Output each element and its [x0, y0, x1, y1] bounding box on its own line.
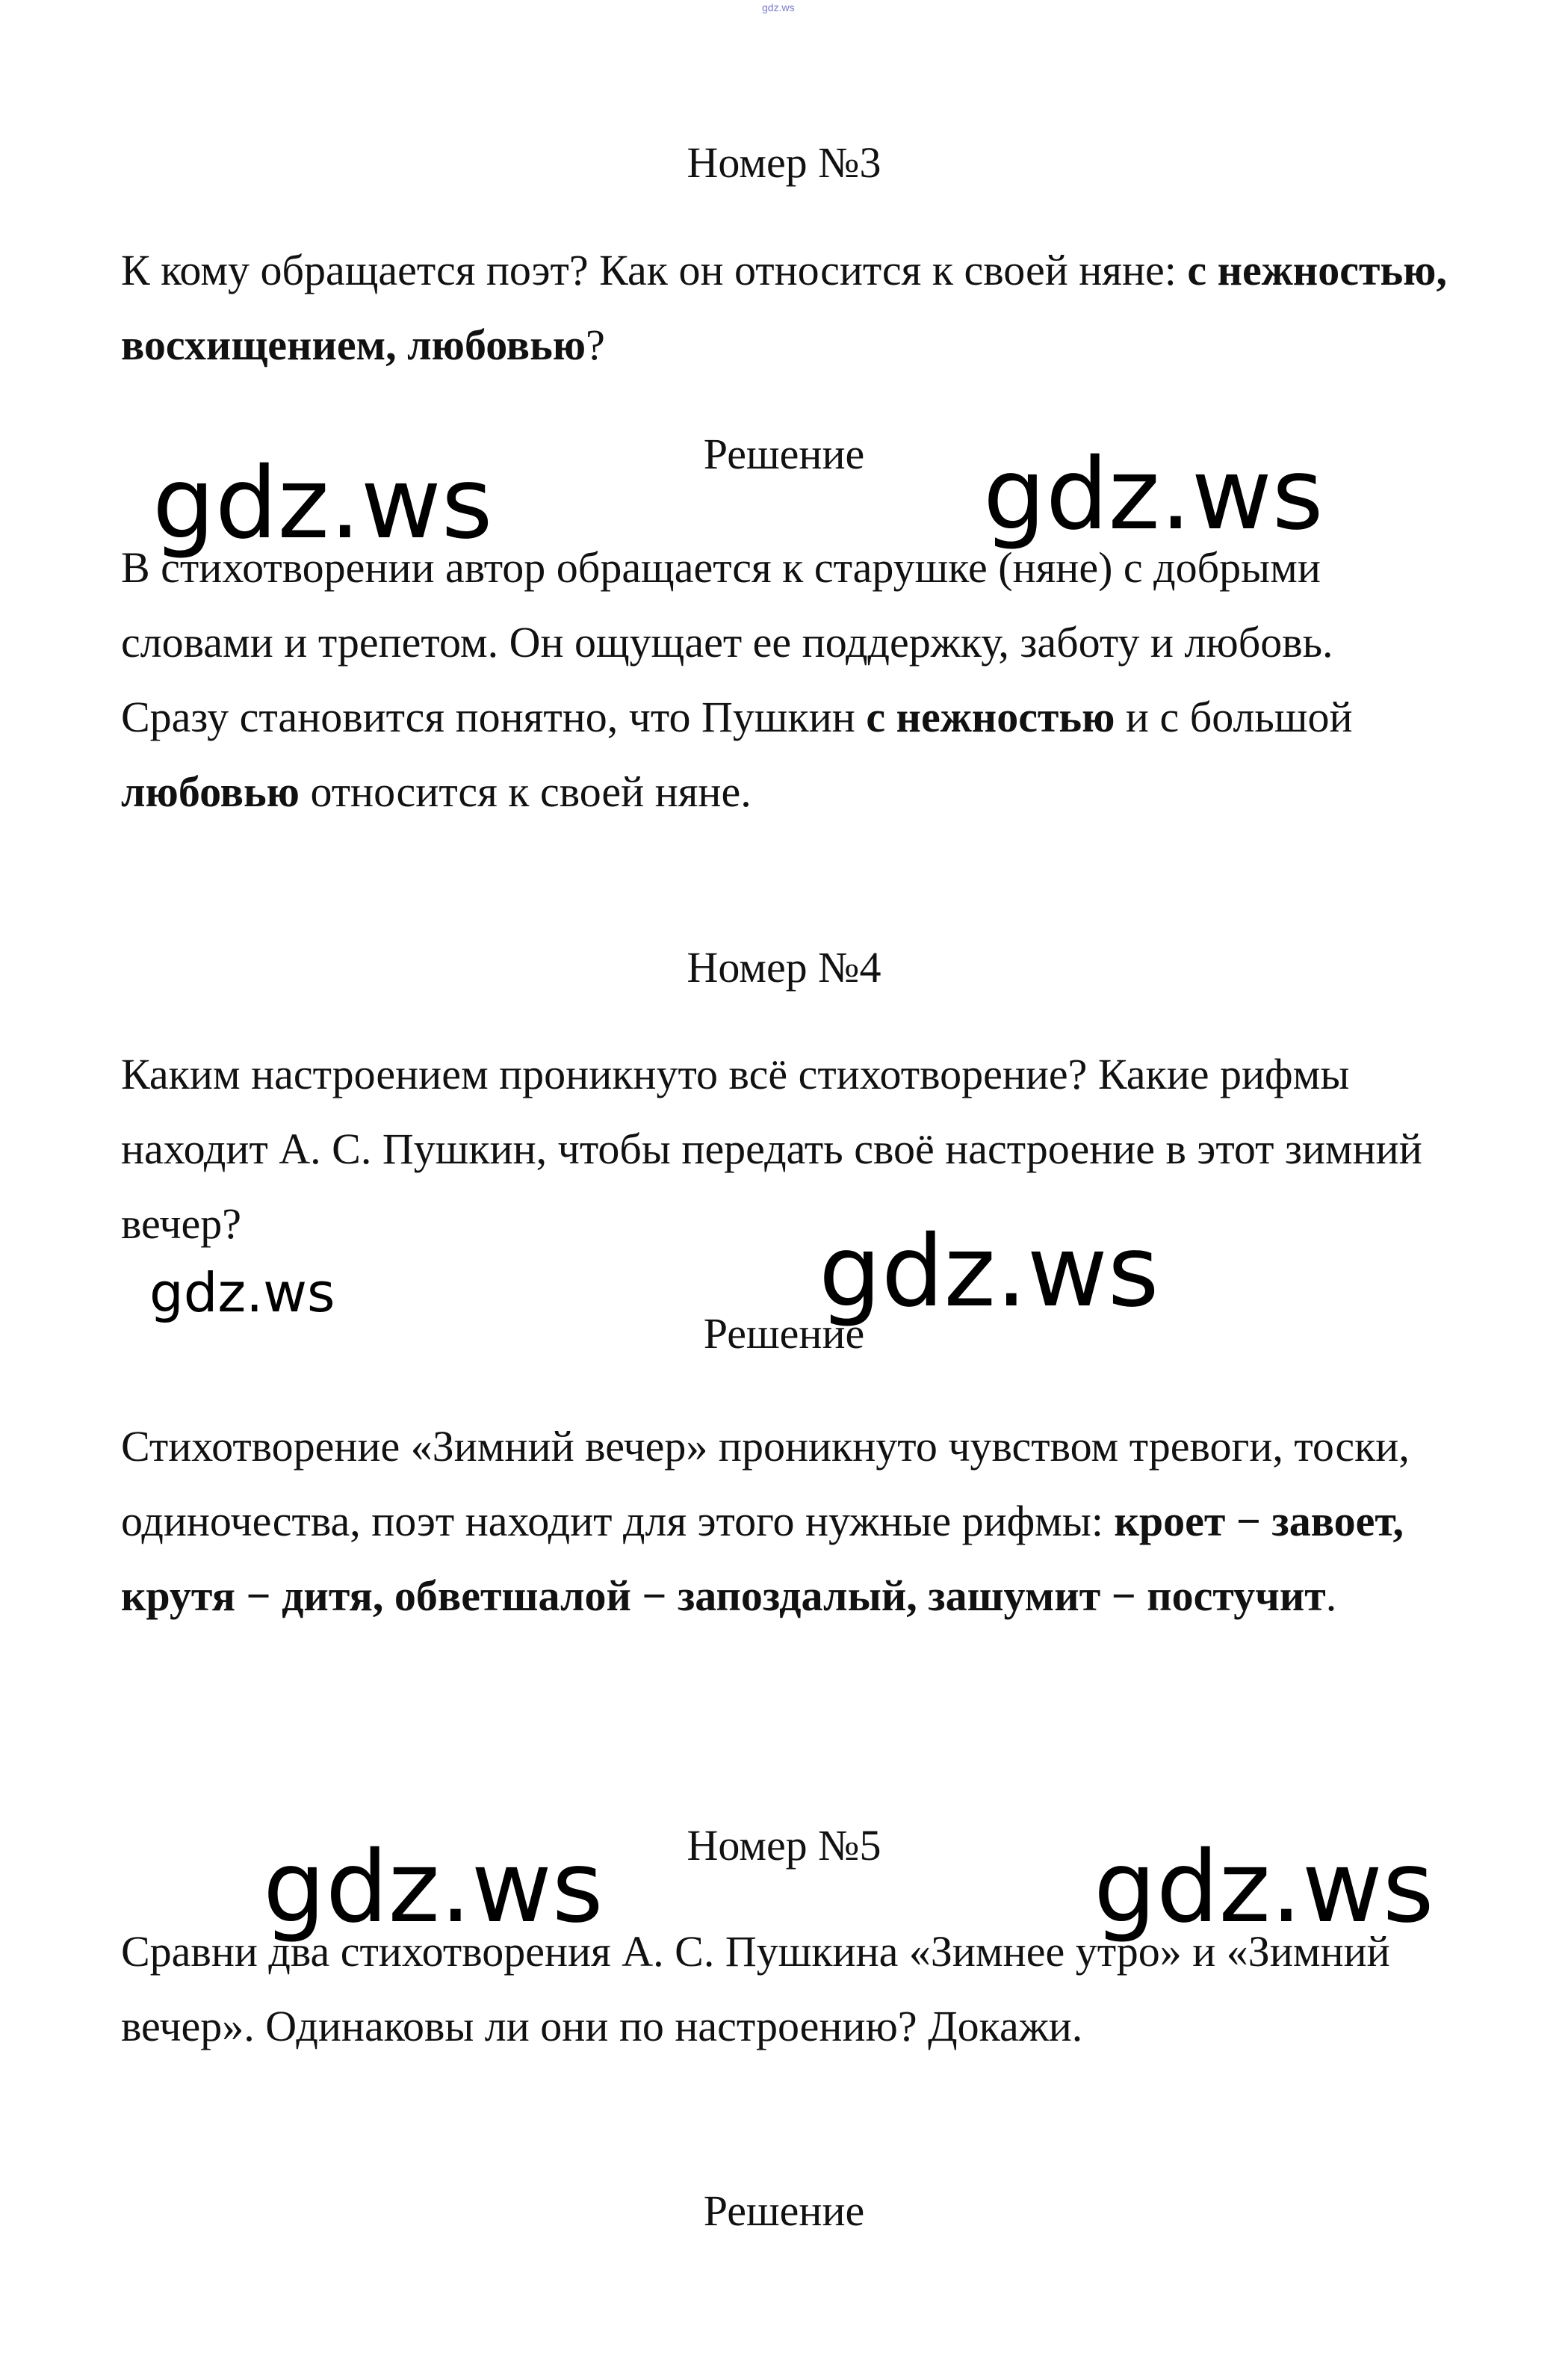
- section-4-answer: [121, 1409, 1451, 1633]
- section-5-solution-label: Решение: [703, 2186, 865, 2235]
- answer-text: Стихотворение «Зимний вечер» проникнуто чувством тревоги, тоски, одиночества, поэт находит для этого нужные рифмы:: [121, 1422, 1410, 1545]
- watermark-logo: gdz.ws: [263, 1830, 604, 1945]
- question-text-end: ?: [586, 321, 605, 369]
- section-3-solution-label: Решение: [703, 430, 865, 478]
- section-4-question: Каким настроением проникнуто всё стихотворение? Какие рифмы находит А. С. Пушкин, чтобы передать своё настроение в этот зимний вечер?: [121, 1050, 1422, 1248]
- answer-text-end: .: [1325, 1571, 1337, 1620]
- answer-bold-rhymes: кроет − завоет, крутя − дитя, обветшалой − запоздалый, зашумит − постучит: [121, 1497, 1404, 1620]
- watermark-logo: gdz.ws: [819, 1214, 1159, 1329]
- section-3-answer: [121, 531, 1451, 829]
- section-4-heading: Номер №4: [687, 943, 881, 992]
- section-5-heading: Номер №5: [687, 1821, 881, 1870]
- section-5-question: Сравни два стихотворения А. С. Пушкина «Зимнее утро» и «Зимний вечер». Одинаковы ли они по настроению? Докажи.: [121, 1927, 1390, 2050]
- watermark-logo: gdz.ws: [1094, 1830, 1434, 1945]
- section-3-question: [121, 233, 1451, 383]
- section-3-heading: Номер №3: [687, 138, 881, 187]
- question-text: К кому обращается поэт? Как он относится к своей няне:: [121, 246, 1188, 294]
- watermark-logo: gdz.ws: [149, 1261, 335, 1324]
- answer-bold-text-1: с нежностью: [866, 693, 1115, 741]
- section-4-solution-label: Решение: [703, 1309, 865, 1358]
- answer-text-2: и с большой: [1115, 693, 1353, 741]
- watermark-logo: gdz.ws: [983, 437, 1324, 552]
- watermark-logo: gdz.ws: [152, 446, 493, 561]
- header-watermark: gdz.ws: [762, 1, 795, 13]
- answer-text: В стихотворении автор обращается к старушке (няне) с добрыми словами и трепетом. Он ощущает ее поддержку, заботу и любовь. Сразу становится понятно, что Пушкин: [121, 543, 1333, 741]
- question-bold-text: с нежностью, восхищением, любовью: [121, 246, 1447, 369]
- answer-bold-text-2: любовью: [121, 767, 300, 816]
- answer-text-3: относится к своей няне.: [299, 767, 752, 816]
